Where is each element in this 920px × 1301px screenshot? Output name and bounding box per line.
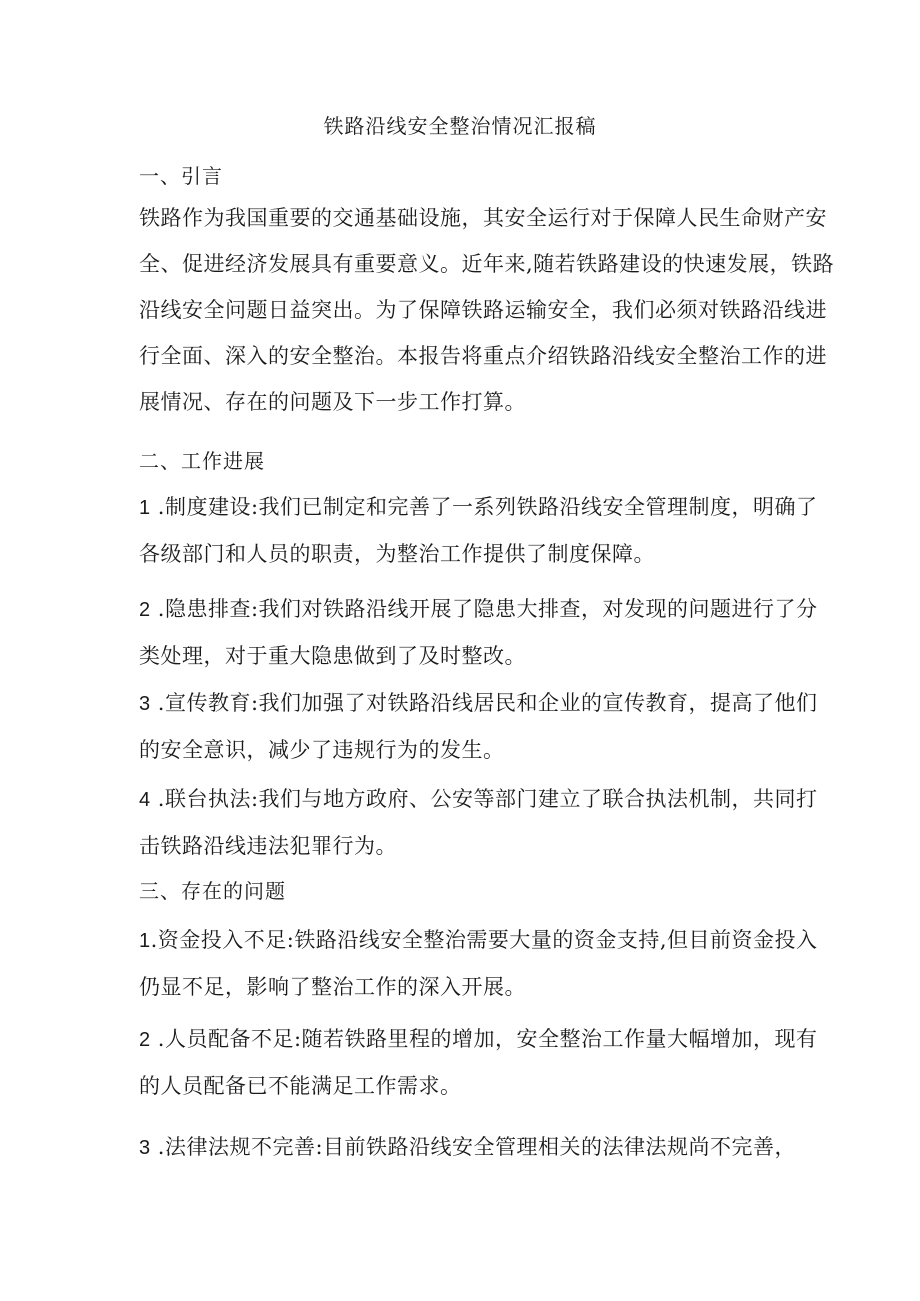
item-text-line1: .人员配备不足:随若铁路里程的增加，安全整治工作量大幅增加，现有	[150, 1027, 818, 1051]
item-number: 1	[139, 497, 151, 519]
paragraph-line: 行全面、深入的安全整治。本报告将重点介绍铁路沿线安全整治工作的进	[139, 344, 827, 368]
list-item-problem-2	[139, 1016, 818, 1109]
list-item-problem-3	[139, 1124, 799, 1171]
item-text-line2: 各级部门和人员的职责，为整治工作提供了制度保障。	[139, 542, 655, 566]
paragraph-line: 铁路作为我国重要的交通基础设施，其安全运行对于保障人民生命财产安	[139, 206, 827, 230]
list-item-progress-4	[139, 776, 818, 869]
item-text-line2: 的安全意识，减少了违规行为的发生。	[139, 738, 505, 762]
item-text-line2: 仍显不足，影响了整治工作的深入开展。	[139, 975, 526, 999]
document-title: 铁路沿线安全整治情况汇报稿	[323, 114, 597, 138]
item-number: 2	[139, 599, 151, 621]
paragraph-line: 展情况、存在的问题及下一步工作打算。	[139, 390, 526, 414]
list-item-progress-1	[139, 484, 818, 577]
section-heading-problems: 三、存在的问题	[139, 879, 286, 903]
list-item-progress-2	[139, 586, 818, 679]
item-text-line1: .隐患排查:我们对铁路沿线开展了隐患大排查，对发现的问题进行了分	[150, 597, 818, 621]
item-number: 1	[139, 930, 151, 952]
item-text-line1: .法律法规不完善:目前铁路沿线安全管理相关的法律法规尚不完善，	[150, 1135, 797, 1159]
item-text-line1: .联台执法:我们与地方政府、公安等部门建立了联合执法机制，共同打	[150, 787, 818, 811]
item-number: 4	[139, 789, 151, 811]
paragraph-line: 沿线安全问题日益突出。为了保障铁路运输安全，我们必须对铁路沿线进	[139, 298, 827, 322]
item-text-line2: 的人员配备已不能满足工作需求。	[139, 1074, 462, 1098]
list-item-progress-3	[139, 680, 818, 773]
item-text-line2: 类处理，对于重大隐患做到了及时整改。	[139, 644, 526, 668]
item-number: 3	[139, 693, 151, 715]
item-text-line1: .资金投入不足:铁路沿线安全整治需要大量的资金支持,但目前资金投入	[150, 928, 818, 952]
paragraph-line: 全、促进经济发展具有重要意义。近年来,随若铁路建设的快速发展，铁路	[139, 252, 835, 276]
section-heading-intro: 一、引言	[139, 164, 223, 188]
item-text-line2: 击铁路沿线违法犯罪行为。	[139, 834, 397, 858]
section-heading-progress: 二、工作进展	[139, 449, 265, 473]
item-number: 3	[139, 1137, 151, 1159]
list-item-problem-1	[139, 917, 818, 1010]
item-text-line1: .制度建设:我们已制定和完善了一系列铁路沿线安全管理制度，明确了	[150, 495, 818, 519]
item-number: 2	[139, 1029, 151, 1051]
intro-paragraph	[139, 195, 835, 425]
item-text-line1: .宣传教育:我们加强了对铁路沿线居民和企业的宣传教育，提高了他们	[150, 691, 818, 715]
